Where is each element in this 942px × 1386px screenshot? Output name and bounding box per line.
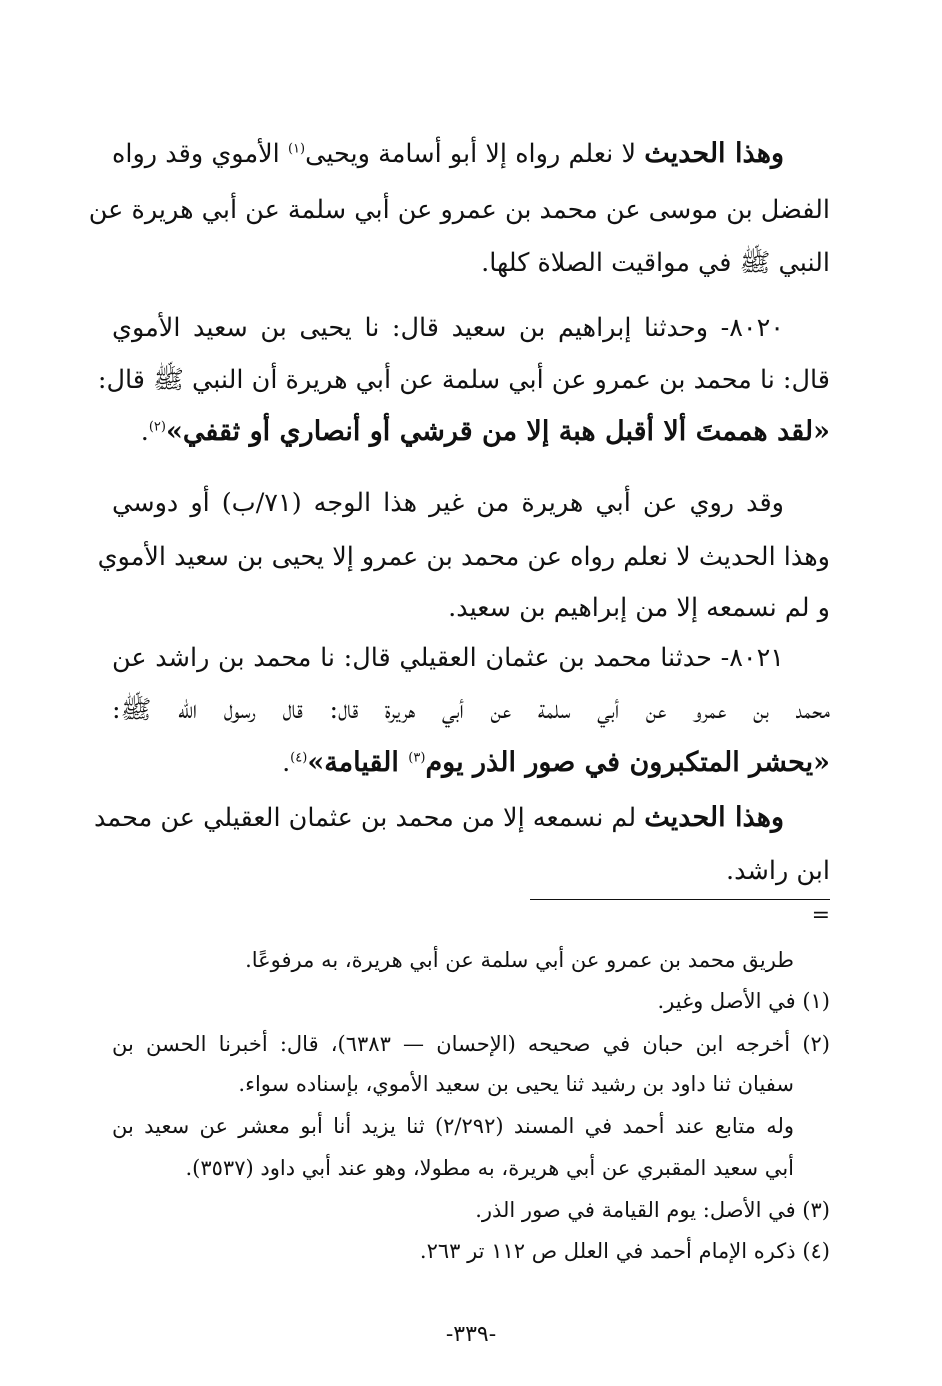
paragraph-3-line-1: وقد روي عن أبي هريرة من غير هذا الوجه (٧١/ب) أو دوسي [112, 488, 784, 518]
hadith-text: «يحشر المتكبرون في صور الذر يوم [425, 747, 830, 778]
paragraph-5-line-2: ابن راشد. [726, 856, 830, 886]
footnote-3: (٣) في الأصل: يوم القيامة في صور الذر. [475, 1198, 830, 1222]
bold-phrase: وهذا الحديث [644, 138, 784, 169]
page-number: -٣٣٩- [445, 1322, 497, 1347]
paragraph-3-line-3: و لم نسمعه إلا من إبراهيم بن سعيد. [448, 593, 830, 623]
bold-phrase: وهذا الحديث [644, 802, 784, 833]
hadith-text: القيامة» [307, 747, 409, 778]
continuation-mark: = [811, 903, 830, 928]
text-run: الأموي وقد رواه [112, 139, 288, 169]
paragraph-1-line-1 [112, 134, 830, 174]
paragraph-3-line-2: وهذا الحديث لا نعلم رواه عن محمد بن عمرو إلا يحيى بن سعيد الأموي [97, 542, 830, 572]
footnote-2-line-1: (٢) أخرجه ابن حبان في صحيحه (الإحسان — ٦٣٨٣)، قال: أخبرنا الحسن بن [112, 1032, 830, 1056]
footnote-ref-1[interactable]: (١) [287, 141, 306, 157]
hadith-8021-line-3 [112, 743, 830, 783]
footnote-ref-2[interactable]: (٢) [148, 419, 166, 435]
footnote-ref-3[interactable]: (٣) [408, 750, 426, 766]
paragraph-5-line-1 [94, 798, 830, 838]
paragraph-1-line-2: الفضل بن موسى عن محمد بن عمرو عن أبي سلمة عن أبي هريرة عن [88, 195, 830, 225]
footnote-continuation: طريق محمد بن عمرو عن أبي سلمة عن أبي هريرة، به مرفوعًا. [245, 948, 794, 972]
hadith-8021-line-2: محمد بن عمرو عن أبي سلمة عن أبي هريرة قال: قال رسول الله ﷺ: [112, 695, 830, 725]
text-run: . [140, 417, 149, 447]
footnote-2-line-4: أبي سعيد المقبري عن أبي هريرة، به مطولا، وهو عند أبي داود (٣٥٣٧). [185, 1156, 794, 1180]
text-run: . [282, 748, 291, 778]
text-run: لا نعلم رواه إلا أبو أسامة ويحيى [305, 139, 645, 169]
footnote-4: (٤) ذكره الإمام أحمد في العلل ص ١١٢ تر ٢٦٣. [419, 1239, 830, 1263]
hadith-8020-line-3 [112, 412, 830, 452]
hadith-8020-line-2: قال: نا محمد بن عمرو عن أبي سلمة عن أبي هريرة أن النبي ﷺ قال: [97, 365, 830, 395]
footnote-1: (١) في الأصل وغير. [657, 989, 830, 1013]
footnote-separator [530, 899, 830, 900]
hadith-8021-line-1: ٨٠٢١- حدثنا محمد بن عثمان العقيلي قال: نا محمد بن راشد عن [112, 643, 784, 673]
hadith-text: «لقد هممتَ ألا أقبل هبة إلا من قرشي أو أنصاري أو ثقفي» [165, 416, 830, 447]
hadith-8020-line-1: ٨٠٢٠- وحدثنا إبراهيم بن سعيد قال: نا يحيى بن سعيد الأموي [112, 313, 784, 343]
text-run: لم نسمعه إلا من محمد بن عثمان العقيلي عن محمد [94, 803, 645, 833]
footnote-2-line-2: سفيان ثنا داود بن رشيد ثنا يحيى بن سعيد الأموي، بإسناده سواء. [238, 1072, 794, 1096]
paragraph-1-line-3: النبي ﷺ في مواقيت الصلاة كلها. [481, 248, 830, 278]
footnote-ref-4[interactable]: (٤) [290, 750, 308, 766]
footnote-2-line-3: وله متابع عند أحمد في المسند (٢/٢٩٢) ثنا يزيد أنا أبو معشر عن سعيد بن [112, 1114, 794, 1138]
